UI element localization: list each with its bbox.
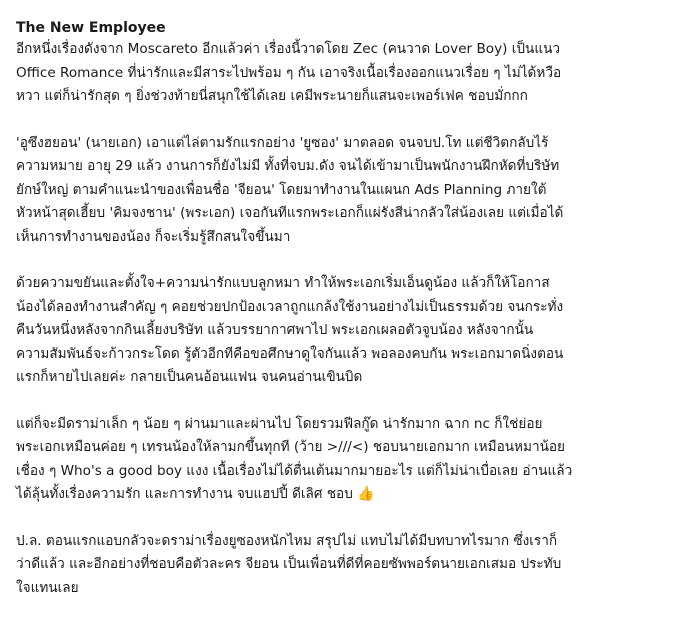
thumbs-up-icon: 👍 <box>357 486 375 502</box>
paragraph-postscript: ป.ล. ตอนแรกแอบกลัวจะดราม่าเรื่องยูซองหนักไหม สรุปไม่ แทบไม่ได้มีบทบาทไรมาก ซึ่งเราก็ ว่าดีแล้ว และอีกอย่างที่ชอบคือตัวละคร จียอน เป็นเพื่อนที่ดีที่คอยซัพพอร์ตนายเอกเสมอ ประทับ ใจแทนเลย <box>16 532 562 596</box>
document-title: The New Employee <box>16 20 166 36</box>
paragraph-drama-text: แต่ก็จะมีดราม่าเล็ก ๆ น้อย ๆ ผ่านมาและผ่านไป โดยรวมฟีลกู๊ด น่ารักมาก ฉาก nc ก็ใช่ย่อย พระเอกเหมือนค่อย ๆ เทรนน้องให้ลามกขึ้นทุกที (ว้าย >///<) ชอบนายเอกมาก เหมือนหมาน้อย เชื่อง ๆ Who's a good boy แงง เนื้อเรื่องไม่ได้ตื่นเต้นมากมายอะไร แต่ก็ไม่น่าเบื่อเลย อ่านแล้ว ได้ลุ้นทั้งเรื่องความรัก และการทำงาน จบแฮปปี้ ดีเลิศ ชอบ <box>16 415 573 502</box>
paragraph-characters: 'อูซึงฮยอน' (นายเอก) เอาแต่ไล่ตามรักแรกอย่าง 'ยูซอง' มาตลอด จนจบป.โท แต่ชีวิตกลับไร้ ความหมาย อายุ 29 แล้ว งานการก็ยังไม่มี ทั้งที่จบม.ดัง จนได้เข้ามาเป็นพนักงานฝึกหัดที่บริษัท ยักษ์ใหญ่ ตามคำแนะนำของเพื่อนชื่อ 'จียอน' โดยมาทำงานในแผนก Ads Planning ภายใต้ หัวหน้าสุดเฮี้ยบ 'คิมจงชาน' (พระเอก) เจอกันทีแรกพระเอกก็แผ่รังสีน่ากลัวใส่น้องเลย แต่เมื่อได้ เห็นการทำงานของน้อง ก็จะเริ่มรู้สึกสนใจขึ้นมา <box>16 134 564 245</box>
paragraph-relationship: ด้วยความขยันและตั้งใจ+ความน่ารักแบบลูกหมา ทำให้พระเอกเริ่มเอ็นดูน้อง แล้วก็ให้โอกาส น้องได้ลองทำงานสำคัญ ๆ คอยช่วยปกป้องเวลาถูกแกล้งใช้งานอย่างไม่เป็นธรรมด้วย จนกระทั่ง คืนวันหนึ่งหลังจากกินเลี้ยงบริษัท แล้วบรรยากาศพาไป พระเอกเผลอตัวจูบน้อง หลังจากนั้น ความสัมพันธ์จะก้าวกระโดด รู้ตัวอีกทีคือขอศึกษาดูใจกันแล้ว พอลองคบกัน พระเอกมาดนิ่งตอน แรกก็หายไปเลยค่ะ กลายเป็นคนอ้อนแฟน จนคนอ่านเขินบิด <box>16 275 564 385</box>
paragraph-intro: อีกหนึ่งเรื่องดังจาก Moscareto อีกแล้วค่า เรื่องนี้วาดโดย Zec (คนวาด Lover Boy) เป็นแนว Office Romance ที่น่ารักและมีสาระไปพร้อม ๆ กัน เอาจริงเนื้อเรื่องออกแนวเรื่อย ๆ ไม่ได้หวือ หวา แต่ก็น่ารักสุด ๆ ยิ่งช่วงท้ายนี่สนุกใช้ได้เลย เคมีพระนายก็แสนจะเพอร์เฟค ชอบมั่กกก <box>16 41 562 104</box>
paragraph-drama <box>16 413 664 507</box>
